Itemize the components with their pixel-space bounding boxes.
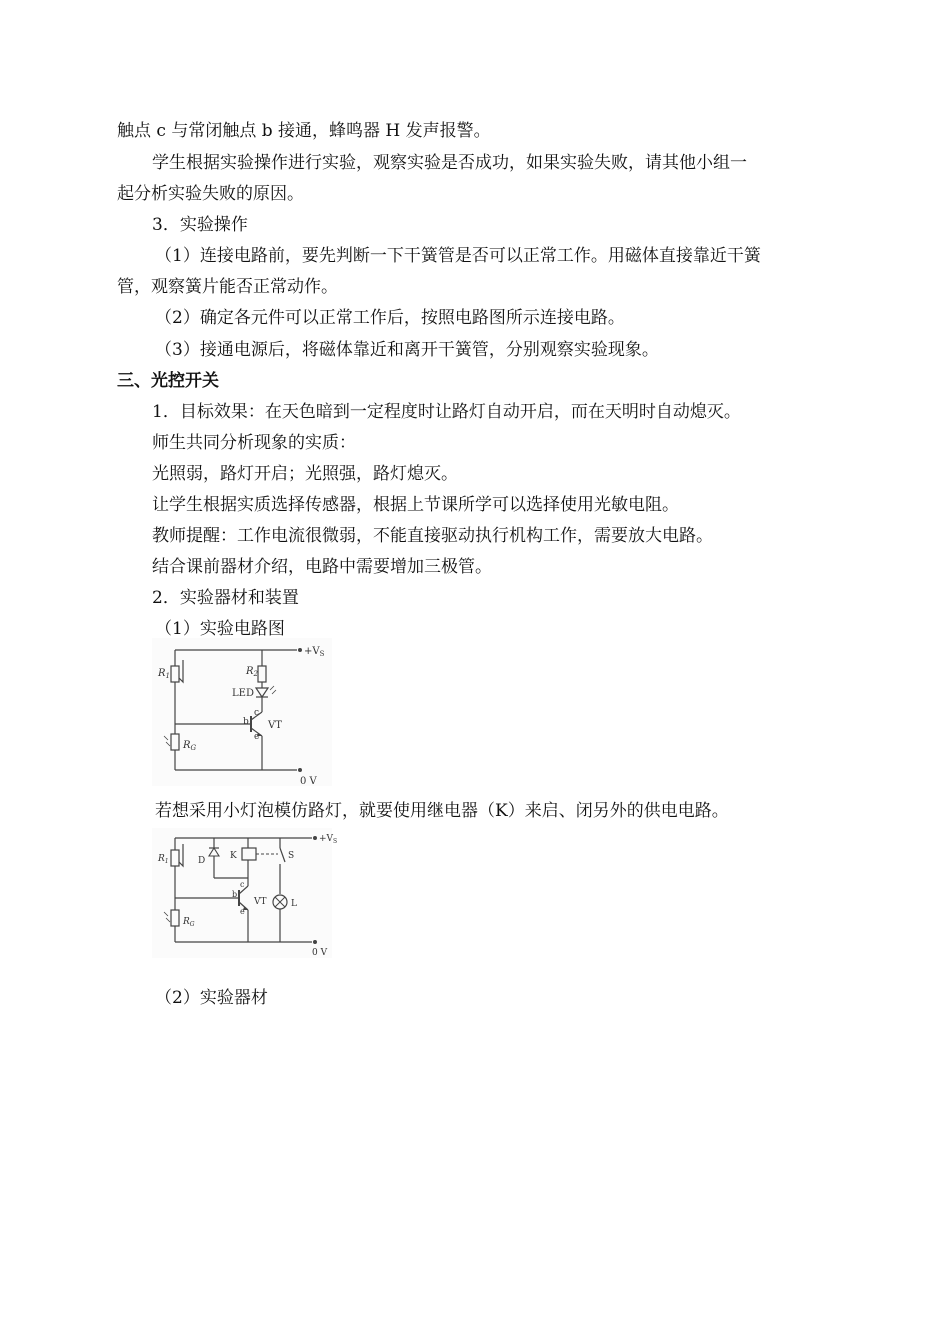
section-heading-2: 2．实验器材和装置 [152,588,299,608]
r2-label: $R_2$ [246,666,258,678]
subheading-circuit: （1）实验电路图 [155,619,285,639]
circuit-diagram-relay [152,828,338,958]
paragraph-transistor: 结合课前器材介绍，电路中需要增加三极管。 [152,557,492,577]
paragraph-step-3: （3）接通电源后，将磁体靠近和离开干簧管，分别观察实验现象。 [155,340,659,360]
paragraph-analysis: 师生共同分析现象的实质： [152,433,356,453]
resistor-r2 [258,666,266,682]
light-arrows-icon [164,736,170,746]
collector-label: c [240,880,245,889]
r1-label: $R_1$ [158,854,169,865]
paragraph-step-1-cont: 管，观察簧片能否正常动作。 [117,277,338,297]
paragraph-sensor: 让学生根据实质选择传感器，根据上节课所学可以选择使用光敏电阻。 [152,495,679,515]
photoresistor-rg [171,910,179,926]
emitter-label: e [240,907,245,916]
base-label: b [243,717,249,727]
vt-label: VT [268,720,282,731]
resistor-r1 [171,666,179,682]
switch-label: S [288,851,295,861]
collector-label: c [254,708,260,718]
paragraph-reminder: 教师提醒：工作电流很微弱，不能直接驱动执行机构工作，需要放大电路。 [152,526,713,546]
paragraph-step-1: （1）连接电路前，要先判断一下干簧管是否可以正常工作。用磁体直接靠近干簧 [155,246,761,266]
paragraph-essence: 光照弱，路灯开启；光照强，路灯熄灭。 [152,464,458,484]
section-title-light-switch: 三、光控开关 [117,371,219,391]
relay-label: K [230,851,237,861]
diode-icon [209,848,219,856]
emitter-label: e [254,732,260,742]
subheading-equipment: （2）实验器材 [155,988,268,1008]
base-label: b [232,890,238,899]
vs-label: $+V_S$ [319,834,338,845]
resistor-r1 [171,850,179,866]
paragraph-step-2: （2）确定各元件可以正常工作后，按照电路图所示连接电路。 [155,308,625,328]
vs-label: $+V_S$ [304,646,325,658]
section-heading-3: 3．实验操作 [152,215,248,235]
rg-label: $R_G$ [183,740,197,752]
relay-coil-k [242,848,256,860]
led-label: LED [232,688,254,699]
circuit-diagram-led [152,638,332,786]
paragraph-goal: 1．目标效果：在天色暗到一定程度时让路灯自动开启，而在天明时自动熄灭。 [152,402,741,422]
paragraph-relay: 若想采用小灯泡模仿路灯，就要使用继电器（K）来启、闭另外的供电电路。 [155,801,729,821]
lamp-label: L [291,899,297,909]
vt-label: VT [254,897,267,907]
led-icon [256,688,268,697]
r1-label: $R_1$ [158,668,170,680]
gnd-label: 0 V [312,948,328,958]
diode-label: D [198,856,206,866]
light-arrows-icon [164,912,170,922]
rg-label: $R_G$ [183,917,195,928]
photoresistor-rg [171,734,179,750]
paragraph-3: 起分析实验失败的原因。 [117,184,304,204]
paragraph-1: 触点 c 与常闭触点 b 接通，蜂鸣器 H 发声报警。 [117,121,491,141]
paragraph-2: 学生根据实验操作进行实验，观察实验是否成功，如果实验失败，请其他小组一 [152,153,747,173]
gnd-label: 0 V [300,776,317,787]
